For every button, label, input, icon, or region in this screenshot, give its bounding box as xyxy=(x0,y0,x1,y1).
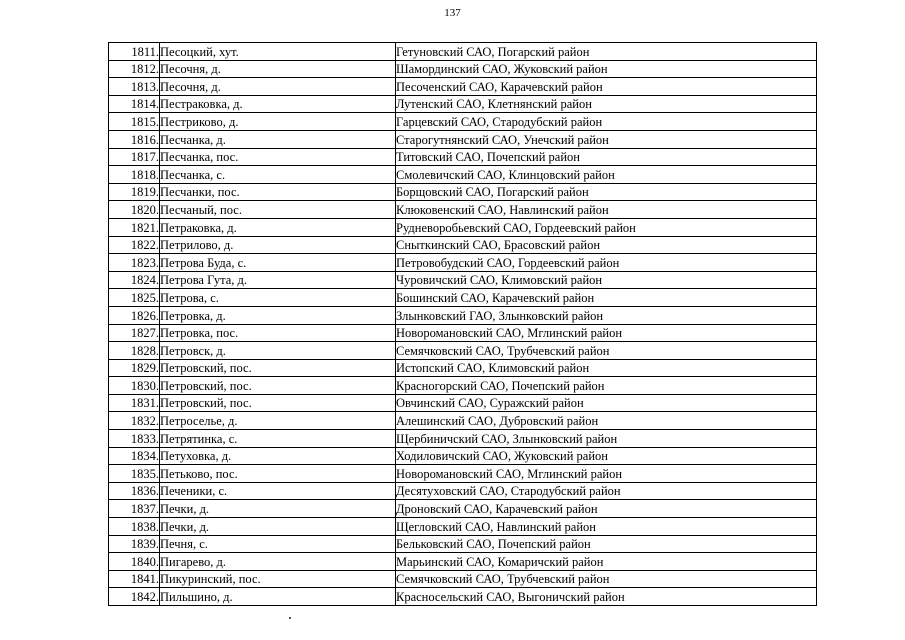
table-row xyxy=(109,535,817,553)
row-number-cell: 1840. xyxy=(109,553,160,571)
row-number-cell: 1841. xyxy=(109,570,160,588)
administration-cell: Алешинский САО, Дубровский район xyxy=(396,412,817,430)
table-row xyxy=(109,113,817,131)
administration-cell: Смолевичский САО, Клинцовский район xyxy=(396,166,817,184)
administration-cell: Гетуновский САО, Погарский район xyxy=(396,43,817,61)
row-number-cell: 1823. xyxy=(109,254,160,272)
row-number-cell: 1814. xyxy=(109,95,160,113)
table-row xyxy=(109,201,817,219)
settlement-name-cell: Песчаный, пос. xyxy=(160,201,396,219)
settlement-name-cell: Петровский, пос. xyxy=(160,359,396,377)
table-row xyxy=(109,271,817,289)
administration-cell: Гарцевский САО, Стародубский район xyxy=(396,113,817,131)
settlement-name-cell: Песчанка, д. xyxy=(160,130,396,148)
administration-cell: Новоромановский САО, Мглинский район xyxy=(396,324,817,342)
table-row xyxy=(109,377,817,395)
table-row xyxy=(109,218,817,236)
administration-cell: Ходиловичский САО, Жуковский район xyxy=(396,447,817,465)
settlement-name-cell: Печки, д. xyxy=(160,518,396,536)
row-number-cell: 1815. xyxy=(109,113,160,131)
row-number-cell: 1835. xyxy=(109,465,160,483)
table-row xyxy=(109,518,817,536)
administration-cell: Борщовский САО, Погарский район xyxy=(396,183,817,201)
administration-cell: Десятуховский САО, Стародубский район xyxy=(396,482,817,500)
row-number-cell: 1836. xyxy=(109,482,160,500)
table-row xyxy=(109,482,817,500)
table-row xyxy=(109,500,817,518)
settlement-name-cell: Петрова Гута, д. xyxy=(160,271,396,289)
table-row xyxy=(109,465,817,483)
administration-cell: Овчинский САО, Суражский район xyxy=(396,394,817,412)
settlement-name-cell: Печки, д. xyxy=(160,500,396,518)
administration-cell: Красносельский САО, Выгоничский район xyxy=(396,588,817,606)
row-number-cell: 1828. xyxy=(109,342,160,360)
row-number-cell: 1839. xyxy=(109,535,160,553)
row-number-cell: 1822. xyxy=(109,236,160,254)
row-number-cell: 1813. xyxy=(109,78,160,96)
administration-cell: Красногорский САО, Почепский район xyxy=(396,377,817,395)
administration-cell: Злынковский ГАО, Злынковский район xyxy=(396,306,817,324)
table-row xyxy=(109,236,817,254)
settlement-name-cell: Петровск, д. xyxy=(160,342,396,360)
row-number-cell: 1829. xyxy=(109,359,160,377)
table-row xyxy=(109,447,817,465)
row-number-cell: 1833. xyxy=(109,430,160,448)
row-number-cell: 1831. xyxy=(109,394,160,412)
settlement-name-cell: Пестраковка, д. xyxy=(160,95,396,113)
row-number-cell: 1842. xyxy=(109,588,160,606)
row-number-cell: 1819. xyxy=(109,183,160,201)
settlement-name-cell: Петуховка, д. xyxy=(160,447,396,465)
table-row xyxy=(109,43,817,61)
administration-cell: Щегловский САО, Навлинский район xyxy=(396,518,817,536)
administration-cell: Клюковенский САО, Навлинский район xyxy=(396,201,817,219)
administration-cell: Рудневоробьевский САО, Гордеевский район xyxy=(396,218,817,236)
table-row xyxy=(109,95,817,113)
table-row xyxy=(109,254,817,272)
row-number-cell: 1838. xyxy=(109,518,160,536)
row-number-cell: 1834. xyxy=(109,447,160,465)
settlement-name-cell: Песчанки, пос. xyxy=(160,183,396,201)
administration-cell: Бошинский САО, Карачевский район xyxy=(396,289,817,307)
settlement-name-cell: Пикуринский, пос. xyxy=(160,570,396,588)
row-number-cell: 1811. xyxy=(109,43,160,61)
table-row xyxy=(109,324,817,342)
row-number-cell: 1832. xyxy=(109,412,160,430)
administration-cell: Лутенский САО, Клетнянский район xyxy=(396,95,817,113)
row-number-cell: 1812. xyxy=(109,60,160,78)
table-row xyxy=(109,130,817,148)
administration-cell: Песоченский САО, Карачевский район xyxy=(396,78,817,96)
row-number-cell: 1820. xyxy=(109,201,160,219)
row-number-cell: 1817. xyxy=(109,148,160,166)
settlement-name-cell: Петрятинка, с. xyxy=(160,430,396,448)
settlement-name-cell: Петрилово, д. xyxy=(160,236,396,254)
settlement-name-cell: Пигарево, д. xyxy=(160,553,396,571)
settlement-name-cell: Петроселье, д. xyxy=(160,412,396,430)
administration-cell: Шамординский САО, Жуковский район xyxy=(396,60,817,78)
settlement-name-cell: Петрова Буда, с. xyxy=(160,254,396,272)
table-row xyxy=(109,588,817,606)
settlement-name-cell: Песочня, д. xyxy=(160,78,396,96)
table-row xyxy=(109,289,817,307)
administration-cell: Марьинский САО, Комаричский район xyxy=(396,553,817,571)
settlement-name-cell: Песочня, д. xyxy=(160,60,396,78)
settlement-name-cell: Петровский, пос. xyxy=(160,394,396,412)
administration-cell: Бельковский САО, Почепский район xyxy=(396,535,817,553)
table-row xyxy=(109,430,817,448)
table-row xyxy=(109,342,817,360)
settlement-name-cell: Песоцкий, хут. xyxy=(160,43,396,61)
administration-cell: Сныткинский САО, Брасовский район xyxy=(396,236,817,254)
administration-cell: Новоромановский САО, Мглинский район xyxy=(396,465,817,483)
table-row xyxy=(109,359,817,377)
administration-cell: Петровобудский САО, Гордеевский район xyxy=(396,254,817,272)
settlement-name-cell: Петровский, пос. xyxy=(160,377,396,395)
administration-cell: Дроновский САО, Карачевский район xyxy=(396,500,817,518)
settlement-name-cell: Песчанка, пос. xyxy=(160,148,396,166)
table-row xyxy=(109,60,817,78)
table-row xyxy=(109,412,817,430)
row-number-cell: 1816. xyxy=(109,130,160,148)
administration-cell: Щербиничский САО, Злынковский район xyxy=(396,430,817,448)
table-row xyxy=(109,78,817,96)
settlements-table-body xyxy=(109,43,817,606)
settlement-name-cell: Печеники, с. xyxy=(160,482,396,500)
administration-cell: Истопский САО, Климовский район xyxy=(396,359,817,377)
row-number-cell: 1825. xyxy=(109,289,160,307)
table-row xyxy=(109,166,817,184)
row-number-cell: 1837. xyxy=(109,500,160,518)
settlement-name-cell: Петровка, д. xyxy=(160,306,396,324)
settlement-name-cell: Петраковка, д. xyxy=(160,218,396,236)
settlement-name-cell: Пестриково, д. xyxy=(160,113,396,131)
row-number-cell: 1827. xyxy=(109,324,160,342)
settlement-name-cell: Петровка, пос. xyxy=(160,324,396,342)
table-row xyxy=(109,553,817,571)
settlement-name-cell: Печня, с. xyxy=(160,535,396,553)
page-number: 137 xyxy=(444,7,461,19)
administration-cell: Чуровичский САО, Климовский район xyxy=(396,271,817,289)
settlement-name-cell: Петьково, пос. xyxy=(160,465,396,483)
administration-cell: Титовский САО, Почепский район xyxy=(396,148,817,166)
table-row xyxy=(109,306,817,324)
table-row xyxy=(109,570,817,588)
settlements-table xyxy=(108,42,817,606)
row-number-cell: 1821. xyxy=(109,218,160,236)
settlement-name-cell: Пильшино, д. xyxy=(160,588,396,606)
row-number-cell: 1824. xyxy=(109,271,160,289)
row-number-cell: 1826. xyxy=(109,306,160,324)
table-row xyxy=(109,183,817,201)
administration-cell: Старогутнянский САО, Унечский район xyxy=(396,130,817,148)
administration-cell: Семячковский САО, Трубчевский район xyxy=(396,342,817,360)
row-number-cell: 1818. xyxy=(109,166,160,184)
table-row xyxy=(109,148,817,166)
table-row xyxy=(109,394,817,412)
settlement-name-cell: Песчанка, с. xyxy=(160,166,396,184)
row-number-cell: 1830. xyxy=(109,377,160,395)
scan-speck xyxy=(289,617,291,619)
administration-cell: Семячковский САО, Трубчевский район xyxy=(396,570,817,588)
settlement-name-cell: Петрова, с. xyxy=(160,289,396,307)
